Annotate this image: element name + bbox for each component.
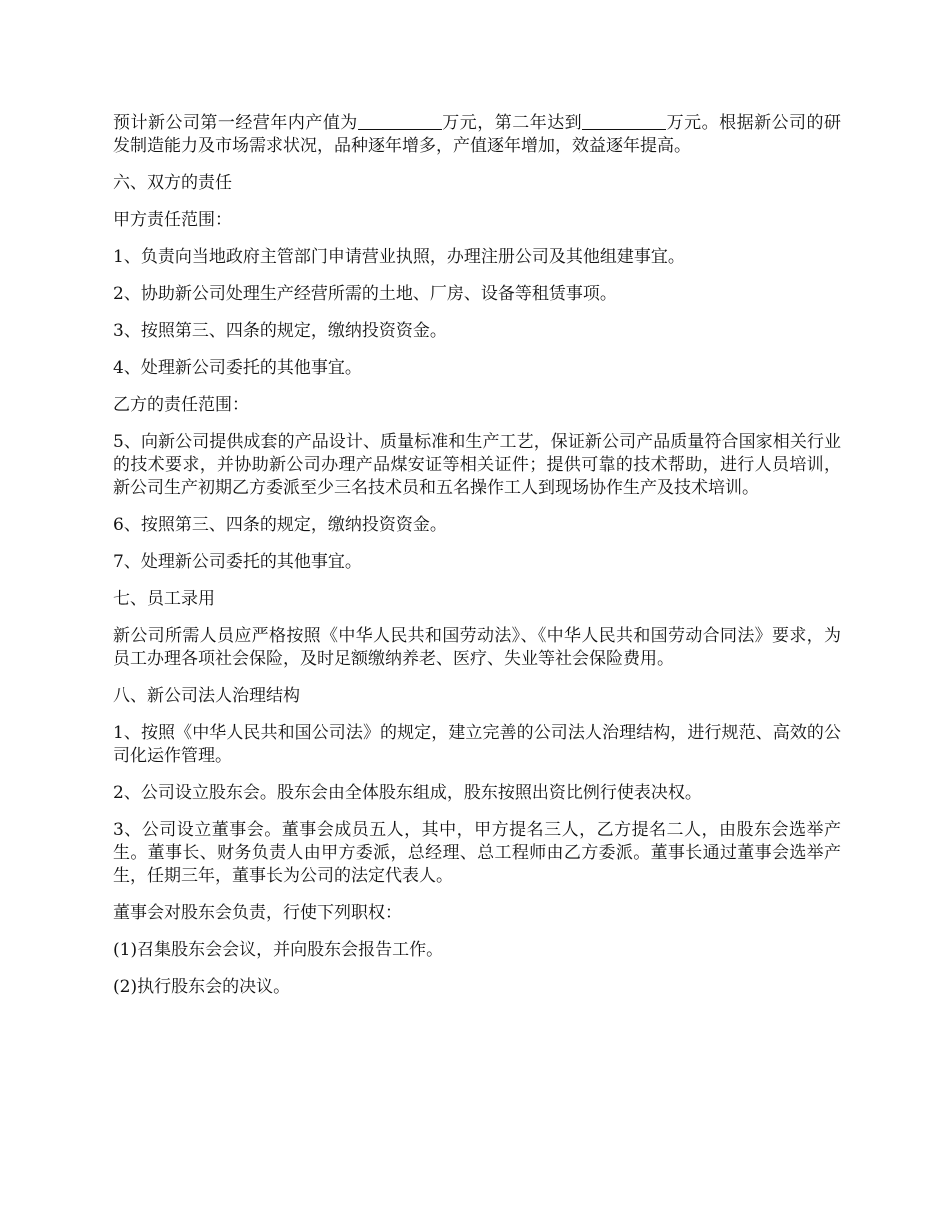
party-b-scope-label: 乙方的责任范围：	[113, 395, 249, 415]
board-duty-2: (2)执行股东会的决议。	[113, 977, 291, 997]
section-heading-employment: 七、员工录用	[113, 589, 215, 609]
section-heading-responsibilities: 六、双方的责任	[113, 173, 232, 193]
employment-paragraph: 新公司所需人员应严格按照《中华人民共和国劳动法》、《中华人民共和国劳动合同法》要求，为员工办理各项社会保险，及时足额缴纳养老、医疗、失业等社会保险费用。	[113, 626, 841, 669]
board-duty-intro: 董事会对股东会负责，行使下列职权：	[113, 903, 402, 923]
text-output-second-year: 万元，第二年达到	[441, 113, 583, 133]
governance-item-1: 1、按照《中华人民共和国公司法》的规定，建立完善的公司法人治理结构，进行规范、高效的公司化运作管理。	[113, 723, 841, 766]
document-page	[113, 112, 841, 1013]
party-a-item-4: 4、处理新公司委托的其他事宜。	[113, 358, 362, 378]
party-b-item-5: 5、向新公司提供成套的产品设计、质量标准和生产工艺，保证新公司产品质量符合国家相关行业的技术要求，并协助新公司办理产品煤安证等相关证件；提供可靠的技术帮助，进行人员培训，新公司生产初期乙方委派至少三名技术员和五名操作工人到现场协作生产及技术培训。	[113, 432, 841, 498]
governance-item-3: 3、公司设立董事会。董事会成员五人，其中，甲方提名三人，乙方提名二人，由股东会选举产生。董事长、财务负责人由甲方委派，总经理、总工程师由乙方委派。董事长通过董事会选举产生，任期三年，董事长为公司的法定代表人。	[113, 820, 841, 886]
text-output-summary: 万元。根据新公司的研发制造能力及市场需求状况，品种逐年增多，产值逐年增加，效益逐年提高。	[113, 113, 842, 156]
party-a-item-1: 1、负责向当地政府主管部门申请营业执照，办理注册公司及其他组建事宜。	[113, 247, 685, 267]
party-b-item-6: 6、按照第三、四条的规定，缴纳投资资金。	[113, 515, 447, 535]
party-a-item-2: 2、协助新公司处理生产经营所需的土地、厂房、设备等租赁事项。	[113, 284, 617, 304]
paragraph-output-value	[113, 112, 841, 158]
board-duty-1: (1)召集股东会会议，并向股东会报告工作。	[113, 940, 444, 960]
party-a-item-3: 3、按照第三、四条的规定，缴纳投资资金。	[113, 321, 447, 341]
party-b-item-7: 7、处理新公司委托的其他事宜。	[113, 552, 362, 572]
party-a-scope-label: 甲方责任范围：	[113, 210, 232, 230]
blank-line	[582, 113, 666, 130]
text-output-first-year: 预计新公司第一经营年内产值为	[113, 113, 358, 133]
blank-line	[358, 113, 442, 130]
governance-item-2: 2、公司设立股东会。股东会由全体股东组成，股东按照出资比例行使表决权。	[113, 783, 702, 803]
section-heading-governance: 八、新公司法人治理结构	[113, 686, 300, 706]
